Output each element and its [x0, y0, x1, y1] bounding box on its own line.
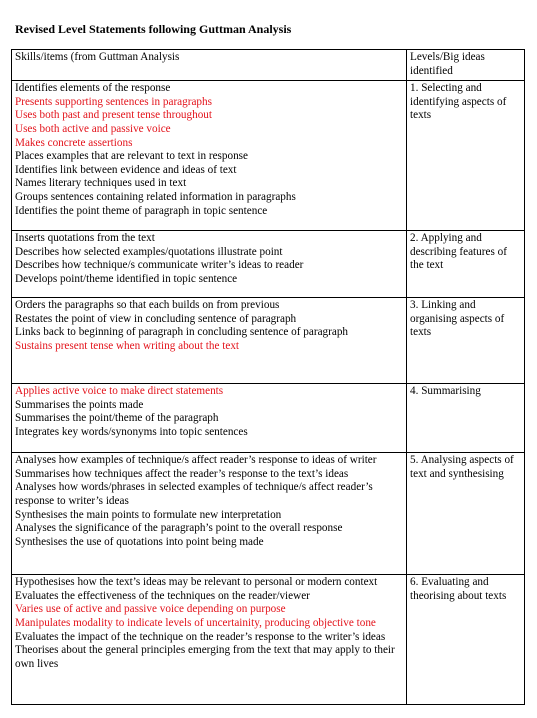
- skill-item: Names literary techniques used in text: [15, 177, 187, 190]
- skills-cell: [12, 453, 407, 575]
- skills-cell: [12, 231, 407, 298]
- skill-item: Groups sentences containing related information in paragraphs: [15, 190, 296, 203]
- skill-item: Inserts quotations from the text: [15, 232, 155, 245]
- skill-item: Identifies elements of the response: [15, 82, 171, 95]
- skill-item: Places examples that are relevant to text in response: [15, 150, 248, 163]
- skill-item: Hypothesises how the text’s ideas may be relevant to personal or modern context: [15, 576, 378, 589]
- level-label: 1. Selecting and identifying aspects of texts: [410, 82, 507, 122]
- skill-item: Analyses how words/phrases in selected examples of technique/s affect reader’s response to writer’s ideas: [15, 481, 373, 507]
- table-row: [12, 81, 525, 231]
- skill-item: Evaluates the effectiveness of the techniques on the reader/viewer: [15, 589, 310, 602]
- highlighted-skill-item: Manipulates modality to indicate levels of uncertainity, producing objective tone: [15, 616, 376, 629]
- skill-item: Analyses the significance of the paragraph’s point to the overall response: [15, 522, 343, 535]
- level-label: 3. Linking and organising aspects of texts: [410, 299, 505, 339]
- table-row: [12, 575, 525, 705]
- skills-cell: [12, 384, 407, 453]
- level-cell: [407, 298, 525, 384]
- table-row: [12, 384, 525, 453]
- level-label: 5. Analysing aspects of text and synthesising: [410, 454, 514, 480]
- table-row: [12, 231, 525, 298]
- level-cell: [407, 81, 525, 231]
- highlighted-skill-item: Uses both active and passive voice: [15, 122, 171, 135]
- skill-item: Identifies the point theme of paragraph in topic sentence: [15, 204, 268, 217]
- skill-item: Theorises about the general principles emerging from the text that may apply to their own lives: [15, 644, 395, 670]
- highlighted-skill-item: Makes concrete assertions: [15, 136, 133, 149]
- highlighted-skill-item: Sustains present tense when writing about the text: [15, 339, 240, 352]
- level-cell: [407, 453, 525, 575]
- skill-item: Evaluates the impact of the technique on the reader’s response to the writer’s ideas: [15, 630, 386, 643]
- page-title: Revised Level Statements following Guttman Analysis: [15, 22, 292, 36]
- level-label: 4. Summarising: [410, 385, 481, 398]
- header-skills: Skills/items (from Guttman Analysis: [12, 50, 407, 81]
- table-row: [12, 453, 525, 575]
- level-cell: [407, 575, 525, 705]
- level-label: 2. Applying and describing features of the text: [410, 232, 507, 272]
- highlighted-skill-item: Presents supporting sentences in paragraphs: [15, 95, 212, 108]
- level-statements-table: [11, 49, 525, 705]
- skills-cell: [12, 298, 407, 384]
- header-levels: Levels/Big ideas identified: [407, 50, 525, 81]
- level-label: 6. Evaluating and theorising about texts: [410, 576, 507, 602]
- skill-item: Summarises the point/theme of the paragraph: [15, 412, 219, 425]
- skill-item: Describes how selected examples/quotations illustrate point: [15, 245, 283, 258]
- level-cell: [407, 384, 525, 453]
- skill-item: Restates the point of view in concluding sentence of paragraph: [15, 312, 297, 325]
- skills-cell: [12, 575, 407, 705]
- skills-cell: [12, 81, 407, 231]
- skill-item: Summarises how techniques affect the reader’s response to the text’s ideas: [15, 467, 349, 480]
- highlighted-skill-item: Applies active voice to make direct statements: [15, 385, 224, 398]
- highlighted-skill-item: Varies use of active and passive voice depending on purpose: [15, 603, 286, 616]
- highlighted-skill-item: Uses both past and present tense throughout: [15, 109, 212, 122]
- skill-item: Integrates key words/synonyms into topic sentences: [15, 425, 248, 438]
- skill-item: Analyses how examples of technique/s affect reader’s response to ideas of writer: [15, 454, 377, 467]
- table-row: [12, 298, 525, 384]
- skill-item: Develops point/theme identified in topic sentence: [15, 272, 238, 285]
- skill-item: Synthesises the main points to formulate new interpretation: [15, 508, 282, 521]
- table-header-row: [12, 50, 525, 81]
- skill-item: Describes how technique/s communicate writer’s ideas to reader: [15, 259, 304, 272]
- skill-item: Identifies link between evidence and ideas of text: [15, 163, 237, 176]
- skill-item: Links back to beginning of paragraph in concluding sentence of paragraph: [15, 326, 349, 339]
- skill-item: Summarises the points made: [15, 398, 144, 411]
- skill-item: Orders the paragraphs so that each builds on from previous: [15, 299, 280, 312]
- skill-item: Synthesises the use of quotations into point being made: [15, 535, 264, 548]
- level-cell: [407, 231, 525, 298]
